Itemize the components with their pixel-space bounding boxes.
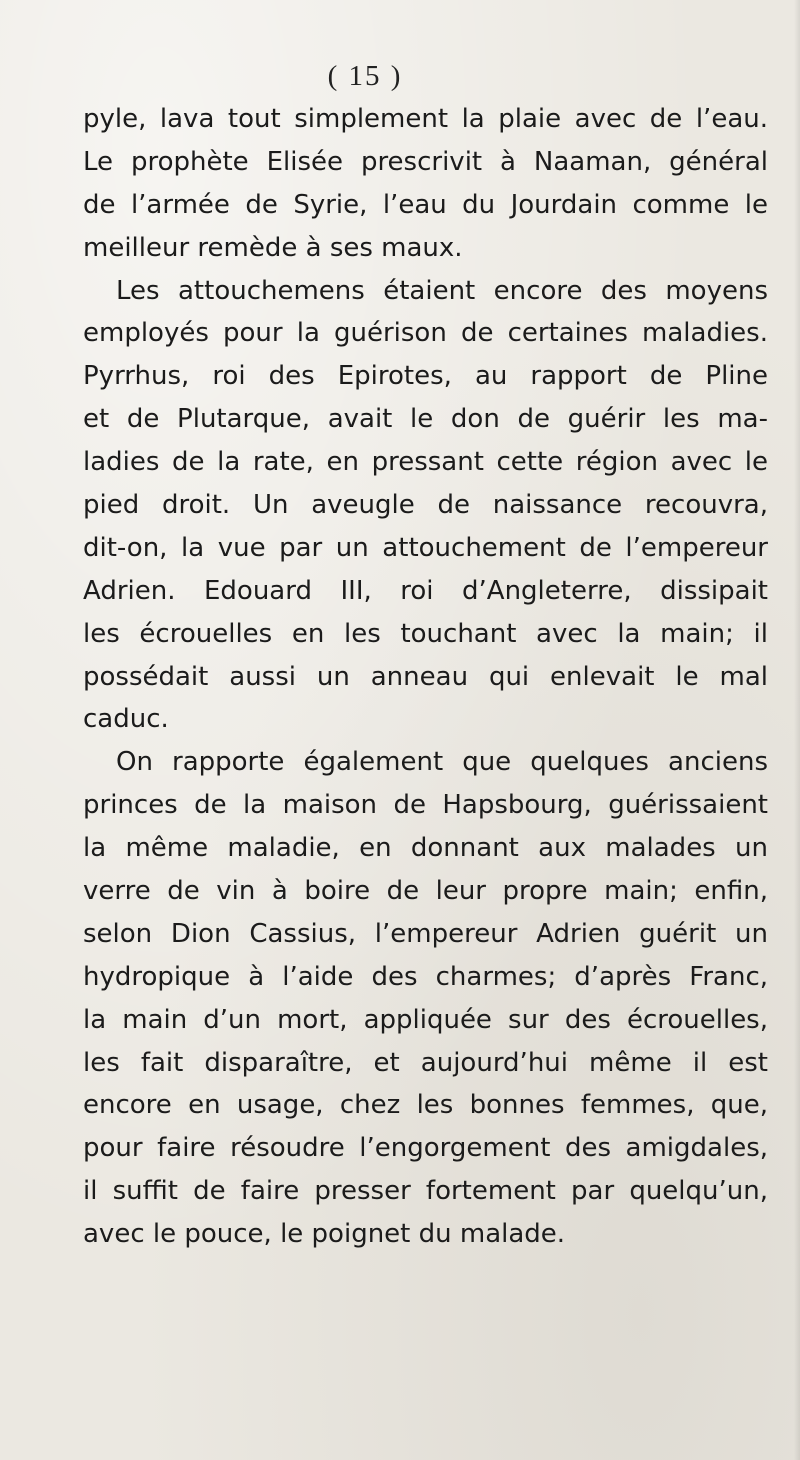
text-line: les écrouelles en les touchant avec la main; il [83,618,768,649]
text-line: et de Plutarque, avait le don de guérir les ma- [83,404,768,435]
page-number: ( 15 ) [327,60,403,92]
text-line: dit-on, la vue par un attouchement de l’empereur [83,532,768,563]
text-line: selon Dion Cassius, l’empereur Adrien guérit un [83,918,768,949]
text-line: les fait disparaître, et aujourd’hui même il est [83,1047,768,1078]
text-line: Le prophète Elisée prescrivit à Naaman, général [83,146,768,177]
text-line: possédait aussi un anneau qui enlevait le mal [83,661,768,692]
text-line: avec le pouce, le poignet du malade. [83,1219,566,1250]
text-line: la main d’un mort, appliquée sur des écrouelles, [83,1004,768,1035]
text-line: On rapporte également que quelques anciens [116,747,768,778]
text-line: verre de vin à boire de leur propre main; enfin, [83,876,768,907]
text-line: pyle, lava tout simplement la plaie avec de l’eau. [83,104,768,134]
text-line: Adrien. Edouard III, roi d’Angleterre, dissipait [83,575,768,606]
text-line: caduc. [83,704,169,735]
text-line: Pyrrhus, roi des Epirotes, au rapport de Pline [83,361,768,392]
text-line: employés pour la guérison de certaines maladies. [83,318,768,349]
text-line: Les attouchemens étaient encore des moyens [116,275,768,306]
text-line: ladies de la rate, en pressant cette région avec le [83,447,768,478]
text-line: hydropique à l’aide des charmes; d’après Franc, [83,961,768,992]
text-line: pied droit. Un aveugle de naissance recouvra, [83,490,768,521]
text-line: meilleur remède à ses maux. [83,232,463,263]
text-line: princes de la maison de Hapsbourg, guérissaient [83,790,768,821]
text-line: il suffit de faire presser fortement par quelqu’un, [83,1176,768,1207]
text-line: la même maladie, en donnant aux malades un [83,833,768,864]
page-edge-shadow [794,0,800,1460]
text-line: de l’armée de Syrie, l’eau du Jourdain comme le [83,189,768,220]
text-line: pour faire résoudre l’engorgement des amigdales, [83,1133,768,1164]
text-line: encore en usage, chez les bonnes femmes, que, [83,1090,768,1121]
body-text [83,98,768,1256]
